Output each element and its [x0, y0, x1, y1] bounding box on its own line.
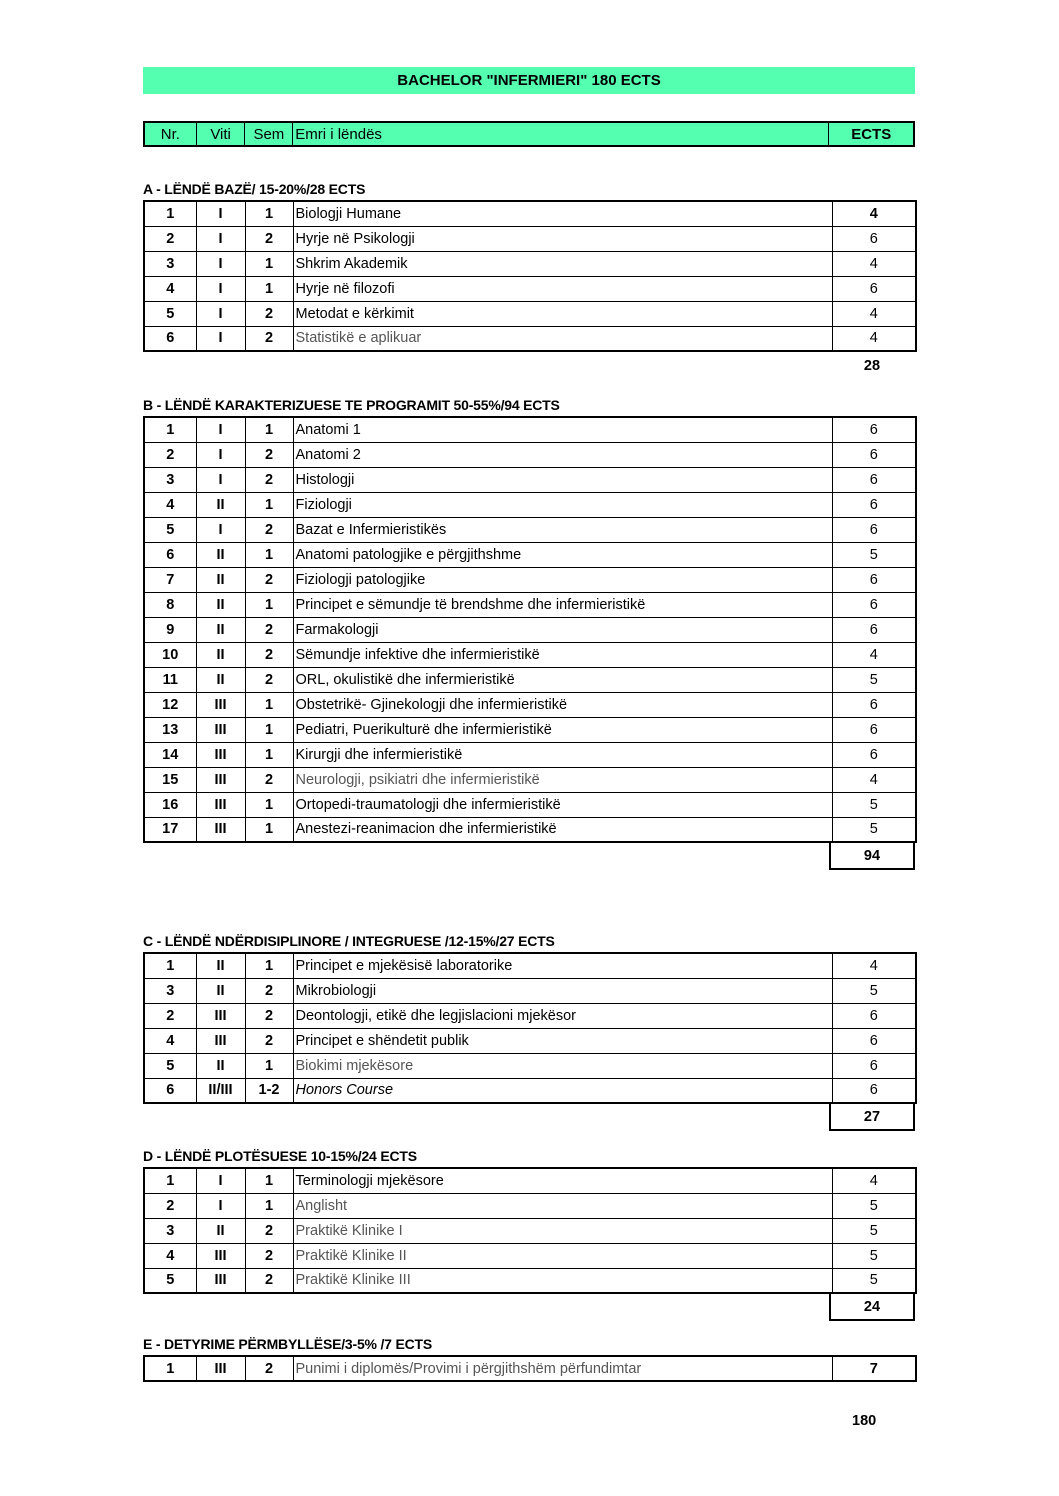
- cell-viti: II: [196, 667, 245, 692]
- cell-viti: I: [196, 1193, 245, 1218]
- cell-ects: 5: [832, 1218, 916, 1243]
- cell-ects: 4: [832, 326, 916, 351]
- cell-viti: I: [196, 301, 245, 326]
- cell-nr: 5: [144, 301, 196, 326]
- cell-viti: III: [196, 1003, 245, 1028]
- cell-nr: 11: [144, 667, 196, 692]
- section-total: 27: [829, 1104, 915, 1131]
- table-row: [144, 1193, 916, 1218]
- table-row: [144, 201, 916, 226]
- cell-sem: 2: [245, 767, 293, 792]
- cell-name: Kirurgji dhe infermieristikë: [293, 742, 832, 767]
- cell-ects: 4: [832, 301, 916, 326]
- cell-ects: 4: [832, 953, 916, 978]
- cell-ects: 6: [832, 417, 916, 442]
- cell-ects: 4: [832, 251, 916, 276]
- cell-name: Ortopedi-traumatologji dhe infermieristikë: [293, 792, 832, 817]
- cell-viti: III: [196, 1028, 245, 1053]
- cell-ects: 5: [832, 792, 916, 817]
- section-title: B - LËNDË KARAKTERIZUESE TE PROGRAMIT 50-55%/94 ECTS: [143, 397, 560, 413]
- grand-total: 180: [852, 1413, 877, 1429]
- cell-viti: I: [196, 517, 245, 542]
- cell-name: Histologji: [293, 467, 832, 492]
- cell-nr: 5: [144, 1053, 196, 1078]
- cell-ects: 6: [832, 467, 916, 492]
- cell-name: Bazat e Infermieristikës: [293, 517, 832, 542]
- cell-viti: I: [196, 326, 245, 351]
- table-row: [144, 1243, 916, 1268]
- table-row: [144, 492, 916, 517]
- table-row: [144, 1003, 916, 1028]
- table-row: [144, 1356, 916, 1381]
- table-row: [144, 301, 916, 326]
- cell-ects: 6: [832, 742, 916, 767]
- table-row: [144, 1053, 916, 1078]
- header-name: Emri i lëndës: [293, 123, 829, 145]
- table-row: [144, 817, 916, 842]
- cell-sem: 2: [245, 442, 293, 467]
- cell-name: Praktikë Klinike III: [293, 1268, 832, 1293]
- course-table: [143, 200, 917, 352]
- cell-ects: 6: [832, 226, 916, 251]
- cell-sem: 1: [245, 417, 293, 442]
- cell-sem: 2: [245, 667, 293, 692]
- cell-viti: III: [196, 1356, 245, 1381]
- cell-name: Biologji Humane: [293, 201, 832, 226]
- cell-sem: 1: [245, 717, 293, 742]
- cell-sem: 1: [245, 592, 293, 617]
- section-e: [143, 1333, 915, 1382]
- cell-nr: 4: [144, 492, 196, 517]
- table-row: [144, 442, 916, 467]
- cell-name: Neurologji, psikiatri dhe infermieristikë: [293, 767, 832, 792]
- cell-sem: 1: [245, 276, 293, 301]
- cell-viti: III: [196, 692, 245, 717]
- cell-name: Sëmundje infektive dhe infermieristikë: [293, 642, 832, 667]
- section-total: 24: [829, 1294, 915, 1321]
- cell-name: Principet e sëmundje të brendshme dhe infermieristikë: [293, 592, 832, 617]
- section-title: A - LËNDË BAZË/ 15-20%/28 ECTS: [143, 181, 366, 197]
- cell-viti: II: [196, 542, 245, 567]
- cell-name: Praktikë Klinike I: [293, 1218, 832, 1243]
- cell-sem: 2: [245, 1268, 293, 1293]
- cell-nr: 1: [144, 953, 196, 978]
- cell-nr: 8: [144, 592, 196, 617]
- cell-sem: 2: [245, 1243, 293, 1268]
- cell-viti: I: [196, 276, 245, 301]
- header-viti: Viti: [197, 123, 246, 145]
- cell-name: Shkrim Akademik: [293, 251, 832, 276]
- cell-nr: 3: [144, 978, 196, 1003]
- section-total: 28: [863, 357, 881, 374]
- cell-name: ORL, okulistikë dhe infermieristikë: [293, 667, 832, 692]
- cell-ects: 5: [832, 542, 916, 567]
- table-row: [144, 1168, 916, 1193]
- cell-ects: 6: [832, 567, 916, 592]
- table-row: [144, 1218, 916, 1243]
- cell-sem: 1: [245, 492, 293, 517]
- cell-name: Deontologji, etikë dhe legjislacioni mjekësor: [293, 1003, 832, 1028]
- cell-nr: 4: [144, 1028, 196, 1053]
- cell-ects: 6: [832, 617, 916, 642]
- page-title: BACHELOR "INFERMIERI" 180 ECTS: [143, 67, 915, 94]
- cell-sem: 2: [245, 1218, 293, 1243]
- cell-sem: 1: [245, 742, 293, 767]
- table-row: [144, 417, 916, 442]
- section-d: [143, 1145, 915, 1321]
- table-row: [144, 1268, 916, 1293]
- cell-ects: 6: [832, 492, 916, 517]
- cell-nr: 6: [144, 542, 196, 567]
- cell-nr: 5: [144, 517, 196, 542]
- cell-ects: 5: [832, 1268, 916, 1293]
- cell-nr: 12: [144, 692, 196, 717]
- cell-sem: 2: [245, 1003, 293, 1028]
- cell-sem: 1: [245, 542, 293, 567]
- table-row: [144, 567, 916, 592]
- section-a: [143, 178, 915, 379]
- table-row: [144, 517, 916, 542]
- cell-ects: 4: [832, 201, 916, 226]
- cell-ects: 4: [832, 767, 916, 792]
- cell-nr: 2: [144, 1003, 196, 1028]
- cell-sem: 2: [245, 978, 293, 1003]
- table-row: [144, 276, 916, 301]
- cell-sem: 2: [245, 567, 293, 592]
- header-sem: Sem: [245, 123, 293, 145]
- cell-name: Mikrobiologji: [293, 978, 832, 1003]
- cell-nr: 1: [144, 201, 196, 226]
- cell-name: Hyrje në Psikologji: [293, 226, 832, 251]
- header-nr: Nr.: [145, 123, 197, 145]
- cell-sem: 1-2: [245, 1078, 293, 1103]
- cell-viti: I: [196, 467, 245, 492]
- cell-viti: II: [196, 642, 245, 667]
- cell-nr: 2: [144, 442, 196, 467]
- cell-viti: I: [196, 201, 245, 226]
- cell-name: Anatomi patologjike e përgjithshme: [293, 542, 832, 567]
- cell-viti: I: [196, 417, 245, 442]
- cell-sem: 1: [245, 953, 293, 978]
- cell-sem: 2: [245, 617, 293, 642]
- cell-viti: II: [196, 567, 245, 592]
- table-row: [144, 667, 916, 692]
- cell-sem: 1: [245, 1193, 293, 1218]
- cell-nr: 4: [144, 276, 196, 301]
- cell-ects: 6: [832, 692, 916, 717]
- cell-sem: 2: [245, 1356, 293, 1381]
- cell-viti: III: [196, 1243, 245, 1268]
- table-row: [144, 953, 916, 978]
- cell-ects: 4: [832, 642, 916, 667]
- cell-sem: 2: [245, 467, 293, 492]
- cell-ects: 6: [832, 1053, 916, 1078]
- course-table: [143, 1355, 917, 1382]
- cell-name: Honors Course: [293, 1078, 832, 1103]
- table-row: [144, 1078, 916, 1103]
- table-row: [144, 226, 916, 251]
- cell-sem: 1: [245, 817, 293, 842]
- table-row: [144, 592, 916, 617]
- table-row: [144, 617, 916, 642]
- cell-ects: 5: [832, 1193, 916, 1218]
- cell-nr: 2: [144, 1193, 196, 1218]
- cell-viti: I: [196, 442, 245, 467]
- cell-nr: 17: [144, 817, 196, 842]
- section-title: C - LËNDË NDËRDISIPLINORE / INTEGRUESE /12-15%/27 ECTS: [143, 933, 555, 949]
- cell-sem: 1: [245, 792, 293, 817]
- cell-ects: 6: [832, 592, 916, 617]
- cell-nr: 4: [144, 1243, 196, 1268]
- cell-viti: II: [196, 1053, 245, 1078]
- cell-viti: II/III: [196, 1078, 245, 1103]
- cell-viti: I: [196, 251, 245, 276]
- cell-name: Anatomi 1: [293, 417, 832, 442]
- cell-viti: III: [196, 767, 245, 792]
- cell-name: Anatomi 2: [293, 442, 832, 467]
- cell-name: Terminologji mjekësore: [293, 1168, 832, 1193]
- cell-ects: 6: [832, 442, 916, 467]
- cell-ects: 4: [832, 1168, 916, 1193]
- cell-ects: 6: [832, 1003, 916, 1028]
- cell-name: Obstetrikë- Gjinekologji dhe infermieristikë: [293, 692, 832, 717]
- cell-nr: 1: [144, 417, 196, 442]
- cell-viti: II: [196, 978, 245, 1003]
- cell-name: Fiziologji: [293, 492, 832, 517]
- cell-name: Hyrje në filozofi: [293, 276, 832, 301]
- cell-nr: 14: [144, 742, 196, 767]
- cell-name: Anestezi-reanimacion dhe infermieristikë: [293, 817, 832, 842]
- cell-nr: 3: [144, 251, 196, 276]
- cell-name: Metodat e kërkimit: [293, 301, 832, 326]
- cell-name: Anglisht: [293, 1193, 832, 1218]
- cell-name: Principet e shëndetit publik: [293, 1028, 832, 1053]
- course-table: [143, 1167, 917, 1294]
- cell-nr: 9: [144, 617, 196, 642]
- cell-ects: 6: [832, 517, 916, 542]
- cell-ects: 5: [832, 667, 916, 692]
- table-row: [144, 792, 916, 817]
- cell-nr: 16: [144, 792, 196, 817]
- cell-ects: 6: [832, 1078, 916, 1103]
- cell-viti: II: [196, 492, 245, 517]
- cell-sem: 2: [245, 326, 293, 351]
- cell-sem: 1: [245, 251, 293, 276]
- table-row: [144, 742, 916, 767]
- cell-nr: 3: [144, 1218, 196, 1243]
- cell-nr: 1: [144, 1168, 196, 1193]
- cell-name: Pediatri, Puerikulturë dhe infermieristikë: [293, 717, 832, 742]
- cell-ects: 5: [832, 978, 916, 1003]
- cell-sem: 2: [245, 1028, 293, 1053]
- table-row: [144, 978, 916, 1003]
- section-c: [143, 930, 915, 1131]
- cell-ects: 5: [832, 817, 916, 842]
- table-row: [144, 692, 916, 717]
- cell-nr: 15: [144, 767, 196, 792]
- cell-name: Punimi i diplomës/Provimi i përgjithshëm përfundimtar: [293, 1356, 832, 1381]
- table-row: [144, 326, 916, 351]
- cell-viti: I: [196, 226, 245, 251]
- section-title: E - DETYRIME PËRMBYLLËSE/3-5% /7 ECTS: [143, 1336, 432, 1352]
- cell-viti: III: [196, 717, 245, 742]
- cell-viti: II: [196, 1218, 245, 1243]
- cell-viti: III: [196, 792, 245, 817]
- header-ects: ECTS: [851, 125, 892, 143]
- cell-viti: I: [196, 1168, 245, 1193]
- cell-sem: 2: [245, 301, 293, 326]
- cell-sem: 1: [245, 1168, 293, 1193]
- cell-viti: II: [196, 617, 245, 642]
- cell-ects: 6: [832, 276, 916, 301]
- cell-name: Farmakologji: [293, 617, 832, 642]
- cell-sem: 1: [245, 1053, 293, 1078]
- table-row: [144, 251, 916, 276]
- table-row: [144, 467, 916, 492]
- cell-sem: 1: [245, 692, 293, 717]
- course-table: [143, 416, 917, 843]
- cell-nr: 6: [144, 326, 196, 351]
- table-row: [144, 767, 916, 792]
- cell-viti: III: [196, 1268, 245, 1293]
- cell-sem: 2: [245, 226, 293, 251]
- cell-ects: 7: [832, 1356, 916, 1381]
- cell-sem: 1: [245, 201, 293, 226]
- cell-ects: 6: [832, 1028, 916, 1053]
- cell-name: Fiziologji patologjike: [293, 567, 832, 592]
- table-row: [144, 1028, 916, 1053]
- cell-sem: 2: [245, 642, 293, 667]
- cell-name: Principet e mjekësisë laboratorike: [293, 953, 832, 978]
- cell-name: Praktikë Klinike II: [293, 1243, 832, 1268]
- table-row: [144, 542, 916, 567]
- section-title: D - LËNDË PLOTËSUESE 10-15%/24 ECTS: [143, 1148, 417, 1164]
- cell-sem: 2: [245, 517, 293, 542]
- table-row: [144, 642, 916, 667]
- cell-name: Statistikë e aplikuar: [293, 326, 832, 351]
- course-table: [143, 952, 917, 1104]
- section-b: [143, 394, 915, 870]
- cell-nr: 13: [144, 717, 196, 742]
- cell-ects: 6: [832, 717, 916, 742]
- cell-nr: 10: [144, 642, 196, 667]
- table-header: [143, 121, 915, 147]
- cell-nr: 6: [144, 1078, 196, 1103]
- section-total: 94: [829, 843, 915, 870]
- cell-nr: 2: [144, 226, 196, 251]
- cell-ects: 5: [832, 1243, 916, 1268]
- cell-nr: 5: [144, 1268, 196, 1293]
- cell-name: Biokimi mjekësore: [293, 1053, 832, 1078]
- cell-nr: 3: [144, 467, 196, 492]
- cell-viti: II: [196, 953, 245, 978]
- cell-nr: 7: [144, 567, 196, 592]
- cell-viti: II: [196, 592, 245, 617]
- cell-nr: 1: [144, 1356, 196, 1381]
- cell-viti: III: [196, 817, 245, 842]
- cell-viti: III: [196, 742, 245, 767]
- table-row: [144, 717, 916, 742]
